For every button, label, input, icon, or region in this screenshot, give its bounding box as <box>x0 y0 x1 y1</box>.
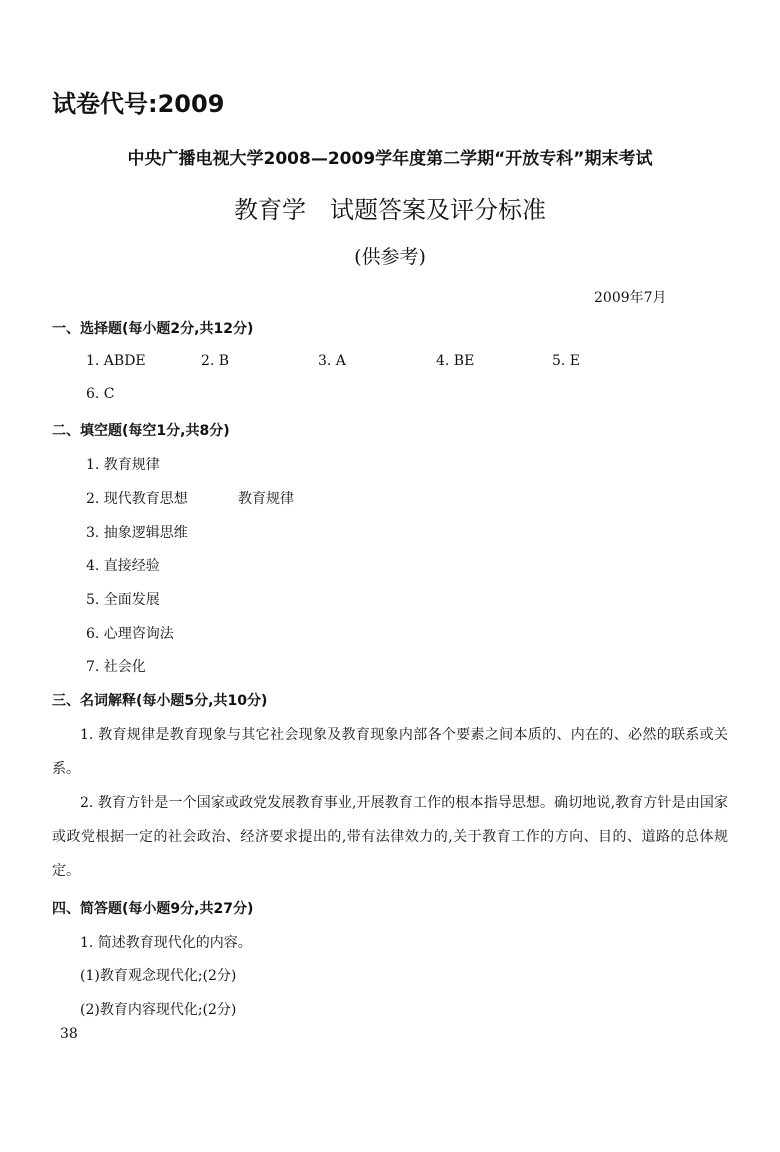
fill-answer-6: 6. 心理咨询法 <box>86 626 174 642</box>
fill-answer-5: 5. 全面发展 <box>86 592 160 608</box>
fill-answer-3: 3. 抽象逻辑思维 <box>86 525 188 541</box>
fill-answer-4: 4. 直接经验 <box>86 558 160 574</box>
section-heading-terms: 三、名词解释(每小题5分,共10分) <box>52 693 268 709</box>
section-heading-fill: 二、填空题(每空1分,共8分) <box>52 423 230 439</box>
term-answer-1: 1. 教育规律是教育现象与其它社会现象及教育现象内部各个要素之间本质的、内在的、必然的联系或关系。 <box>52 727 728 777</box>
page-number: 38 <box>60 1026 78 1042</box>
term-answer-2: 2. 教育方针是一个国家或政党发展教育事业,开展教育工作的根本指导思想。确切地说,教育方针是由国家或政党根据一定的社会政治、经济要求提出的,带有法律效力的,关于教育工作的方向、目的、道路的总体规定。 <box>52 795 728 879</box>
short-answer-1: (1)教育观念现代化;(2分) <box>80 968 237 984</box>
fill-answer-1: 1. 教育规律 <box>86 457 160 473</box>
subject-title: 教育学 试题答案及评分标准 <box>234 196 546 224</box>
choice-answer-6: 6. C <box>86 386 115 402</box>
choice-answer-4: 4. BE <box>436 353 475 369</box>
reference-note: (供参考) <box>354 246 426 268</box>
choice-answer-5: 5. E <box>552 353 581 369</box>
fill-answer-2: 2. 现代教育思想 <box>86 491 188 507</box>
exam-title: 中央广播电视大学2008—2009学年度第二学期“开放专科”期末考试 <box>127 149 653 169</box>
choice-answer-1: 1. ABDE <box>86 353 146 369</box>
section-heading-choice: 一、选择题(每小题2分,共12分) <box>52 321 254 337</box>
fill-answer-2-extra: 教育规律 <box>238 491 294 507</box>
paper-code: 试卷代号:2009 <box>52 90 225 118</box>
choice-answer-2: 2. B <box>201 353 230 369</box>
short-question-1: 1. 简述教育现代化的内容。 <box>80 935 252 951</box>
choice-answer-3: 3. A <box>318 353 346 369</box>
exam-date: 2009年7月 <box>594 290 667 306</box>
section-heading-short: 四、简答题(每小题9分,共27分) <box>52 901 254 917</box>
fill-answer-7: 7. 社会化 <box>86 659 146 675</box>
short-answer-2: (2)教育内容现代化;(2分) <box>80 1002 237 1018</box>
